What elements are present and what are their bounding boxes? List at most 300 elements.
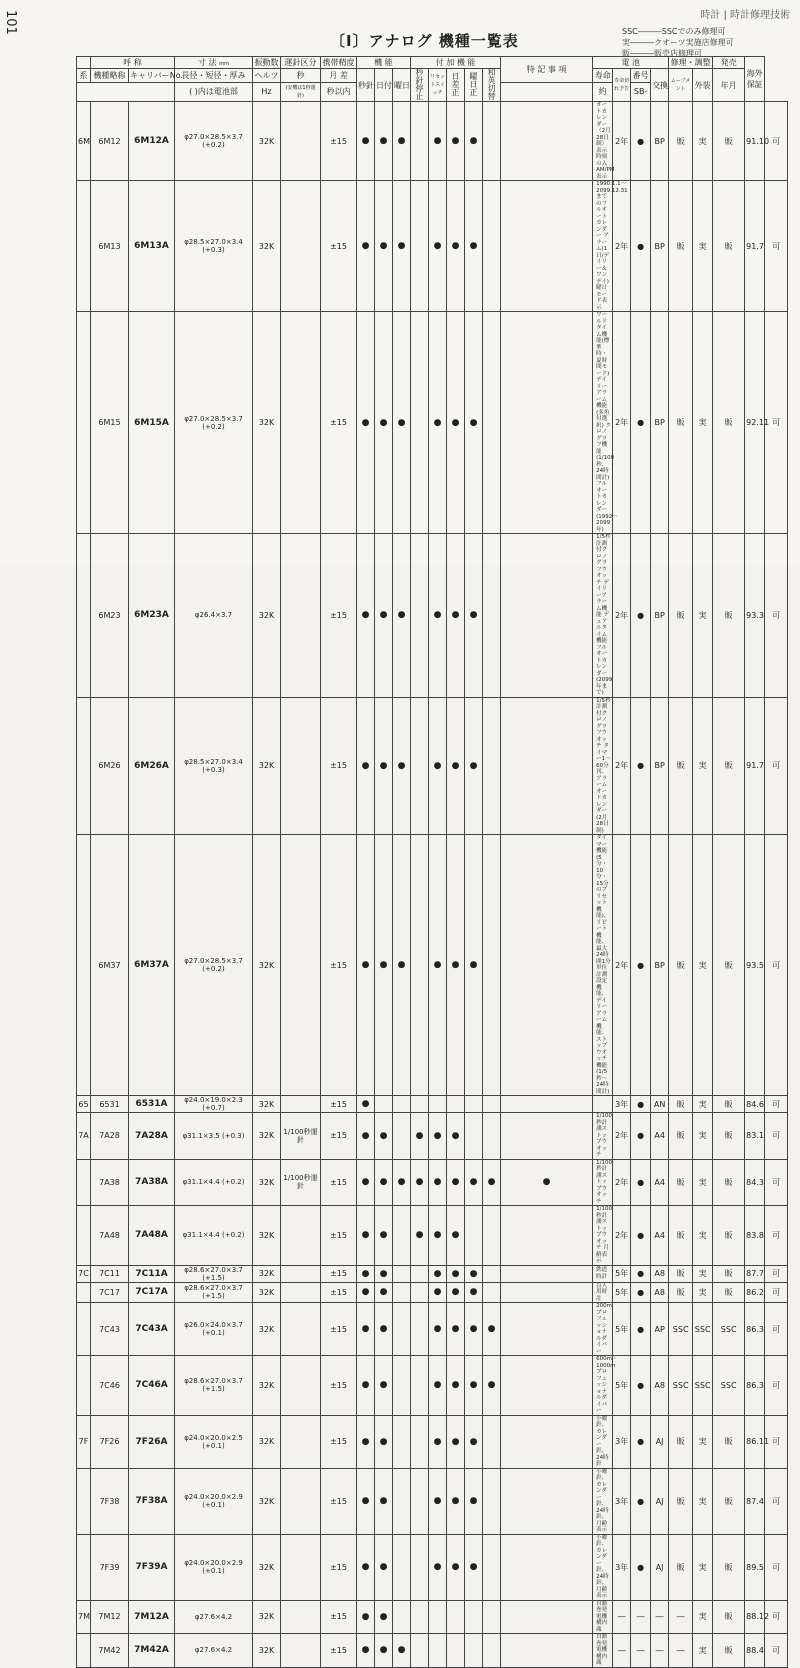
cell-func-dot <box>429 1634 447 1668</box>
cell-caliber: 7C11A <box>129 1265 175 1282</box>
cell-system <box>77 697 91 835</box>
cell-func-dot <box>465 1634 483 1668</box>
cell-battery-exch: ― <box>669 1634 693 1668</box>
cell-func-dot: ● <box>411 1113 429 1160</box>
cell-func-dot: ● <box>465 534 483 698</box>
cell-release: 86.3 <box>745 1356 765 1416</box>
cell-func-dot: ● <box>447 181 465 312</box>
cell-overseas: 可 <box>765 1468 788 1534</box>
cell-func-dot: ● <box>429 312 447 534</box>
cell-battery-exch: 販 <box>669 1282 693 1303</box>
cell-caliber: 6M15A <box>129 312 175 534</box>
cell-battery-warn: ● <box>631 1534 651 1600</box>
cell-size: φ28.5×27.0×3.4 (+0.3) <box>175 181 253 312</box>
cell-func-dot <box>501 181 593 312</box>
cell-func-dot <box>411 1600 429 1634</box>
model-table <box>76 56 788 1668</box>
cell-battery-life: 2年 <box>613 181 631 312</box>
cell-system: 65 <box>77 1096 91 1113</box>
cell-func-dot <box>375 1096 393 1113</box>
running-head: 時計 | 時計修理技術 <box>700 10 790 21</box>
cell-battery-warn: ● <box>631 1159 651 1206</box>
cell-battery-life: 3年 <box>613 1096 631 1113</box>
table-row <box>77 835 788 1096</box>
cell-battery-life: 5年 <box>613 1282 631 1303</box>
cell-battery-life: 3年 <box>613 1534 631 1600</box>
cell-battery-life: 2年 <box>613 697 631 835</box>
cell-func-dot: ● <box>465 312 483 534</box>
cell-func-dot: ● <box>501 1159 593 1206</box>
cell-release: 89.5 <box>745 1534 765 1600</box>
header-overseas: 海外保証 <box>745 57 765 102</box>
cell-func-dot: ● <box>465 1265 483 1282</box>
header-release: 発売 <box>713 57 745 69</box>
cell-func-dot <box>411 1415 429 1468</box>
cell-overseas: 可 <box>765 102 788 181</box>
cell-func-dot <box>465 1113 483 1160</box>
cell-osc: 32K <box>253 102 281 181</box>
cell-battery-warn: ● <box>631 102 651 181</box>
cell-system <box>77 1534 91 1600</box>
cell-func-dot: ● <box>447 1303 465 1356</box>
cell-repair-move: 実 <box>693 1468 713 1534</box>
cell-func-dot <box>393 1265 411 1282</box>
cell-func-dot: ● <box>357 102 375 181</box>
cell-battery-no: ― <box>651 1600 669 1634</box>
cell-move <box>281 1096 321 1113</box>
table-row <box>77 534 788 698</box>
table-row <box>77 1265 788 1282</box>
cell-func-dot <box>429 1600 447 1634</box>
cell-special: 1/100秒計測ストップウオッチ 月齢表示 <box>593 1206 613 1266</box>
cell-model-name: 7M42 <box>91 1634 129 1668</box>
cell-size: φ31.1×3.5 (+0.3) <box>175 1113 253 1160</box>
cell-func-dot: ● <box>375 102 393 181</box>
cell-battery-warn: ● <box>631 1206 651 1266</box>
cell-battery-life: ― <box>613 1634 631 1668</box>
table-body <box>77 102 788 1668</box>
cell-func-dot <box>483 1468 501 1534</box>
header-move-note: (安機は1秒運針) <box>281 82 321 101</box>
cell-accuracy: ±15 <box>321 181 357 312</box>
cell-repair-move: SSC <box>693 1356 713 1416</box>
header-move-sub: 秒 <box>281 69 321 83</box>
cell-osc: 32K <box>253 1206 281 1266</box>
cell-func-dot <box>447 1634 465 1668</box>
cell-func-dot: ● <box>429 1159 447 1206</box>
header-b-exch: 交換 <box>651 69 669 102</box>
cell-func-dot: ● <box>393 1159 411 1206</box>
cell-overseas: 可 <box>765 835 788 1096</box>
table-row <box>77 1634 788 1668</box>
cell-func-dot <box>501 1096 593 1113</box>
cell-overseas: 可 <box>765 1356 788 1416</box>
cell-size: φ24.0×20.0×2.5 (+0.1) <box>175 1415 253 1468</box>
legend-item: 実―――クオーツ実施店修理可 <box>622 38 734 47</box>
cell-move <box>281 534 321 698</box>
cell-battery-no: AJ <box>651 1468 669 1534</box>
header-a-stop: 秒針停止 <box>411 69 429 102</box>
cell-move <box>281 312 321 534</box>
cell-size: φ31.1×4.4 (+0.2) <box>175 1206 253 1266</box>
cell-func-dot: ● <box>429 1265 447 1282</box>
cell-func-dot <box>411 312 429 534</box>
cell-overseas: 可 <box>765 1303 788 1356</box>
cell-caliber: 7F38A <box>129 1468 175 1534</box>
header-system: 系 <box>77 69 91 83</box>
cell-func-dot: ● <box>447 534 465 698</box>
cell-size: φ28.6×27.0×3.7 (+1.5) <box>175 1265 253 1282</box>
cell-accuracy: ±15 <box>321 1265 357 1282</box>
header-accuracy: 携帯精度 <box>322 58 355 67</box>
cell-special: 200m プロフェッショナルダイバー <box>593 1303 613 1356</box>
cell-battery-warn: ● <box>631 1096 651 1113</box>
cell-battery-exch: 販 <box>669 1206 693 1266</box>
cell-repair-move: 実 <box>693 1206 713 1266</box>
cell-func-dot <box>483 1634 501 1668</box>
cell-overseas: 可 <box>765 1282 788 1303</box>
header-b-no: 番号 <box>631 69 651 83</box>
cell-repair-move: 実 <box>693 1415 713 1468</box>
cell-battery-warn: ● <box>631 1468 651 1534</box>
cell-battery-life: ― <box>613 1600 631 1634</box>
cell-func-dot: ● <box>429 1113 447 1160</box>
cell-repair-case: 販 <box>713 1634 745 1668</box>
cell-func-dot: ● <box>357 1356 375 1416</box>
cell-battery-life: 3年 <box>613 1415 631 1468</box>
cell-battery-life: 2年 <box>613 534 631 698</box>
cell-func-dot <box>465 1096 483 1113</box>
cell-func-dot <box>501 1534 593 1600</box>
cell-overseas: 可 <box>765 1600 788 1634</box>
cell-battery-exch: 販 <box>669 102 693 181</box>
cell-func-dot: ● <box>429 534 447 698</box>
cell-func-dot: ● <box>357 312 375 534</box>
cell-repair-move: 実 <box>693 1534 713 1600</box>
cell-osc: 32K <box>253 1113 281 1160</box>
cell-system <box>77 1206 91 1266</box>
cell-func-dot: ● <box>447 1265 465 1282</box>
cell-move <box>281 1265 321 1282</box>
cell-battery-exch: 販 <box>669 312 693 534</box>
cell-battery-life: 2年 <box>613 1159 631 1206</box>
cell-repair-move: 実 <box>693 534 713 698</box>
cell-func-dot: ● <box>375 1468 393 1534</box>
cell-battery-no: ― <box>651 1634 669 1668</box>
header-f-date: 日付 <box>375 69 393 102</box>
cell-battery-no: AP <box>651 1303 669 1356</box>
cell-caliber: 6M12A <box>129 102 175 181</box>
cell-release: 92.11 <box>745 312 765 534</box>
cell-battery-no: BP <box>651 835 669 1096</box>
cell-func-dot: ● <box>447 1113 465 1160</box>
cell-repair-case: 販 <box>713 1265 745 1282</box>
cell-system <box>77 1468 91 1534</box>
cell-move <box>281 1634 321 1668</box>
cell-func-dot: ● <box>375 1265 393 1282</box>
cell-release: 84.3 <box>745 1159 765 1206</box>
cell-model-name: 7C43 <box>91 1303 129 1356</box>
cell-model-name: 7A28 <box>91 1113 129 1160</box>
cell-func-dot <box>483 312 501 534</box>
cell-func-dot <box>483 1600 501 1634</box>
cell-special: 小曜針、カレンダー針、24時針、月齢表示 <box>593 1468 613 1534</box>
cell-repair-move: 実 <box>693 697 713 835</box>
cell-func-dot: ● <box>357 1468 375 1534</box>
cell-accuracy: ±15 <box>321 1096 357 1113</box>
cell-special: ワールドタイム機能(標準時・夏時間モード) デイリーアラーム機能(多角付選択) クロノグラフ機能(1/100秒、24時間計) フルオートカレンダー(1992〜2099年) <box>593 312 613 534</box>
cell-caliber: 7M12A <box>129 1600 175 1634</box>
header-osc: 振動数 <box>254 58 279 67</box>
cell-battery-exch: 販 <box>669 1415 693 1468</box>
header-acc-unit: 秒以内 <box>321 82 357 101</box>
table-row <box>77 1468 788 1534</box>
cell-func-dot: ● <box>447 1159 465 1206</box>
cell-battery-warn: ● <box>631 1356 651 1416</box>
cell-func-dot: ● <box>393 835 411 1096</box>
cell-size: φ27.6×4.2 <box>175 1634 253 1668</box>
cell-func-dot <box>501 312 593 534</box>
cell-release: 87.4 <box>745 1468 765 1534</box>
cell-battery-no: BP <box>651 102 669 181</box>
cell-osc: 32K <box>253 1415 281 1468</box>
cell-battery-exch: 販 <box>669 181 693 312</box>
cell-move <box>281 1303 321 1356</box>
cell-special: 自動巻発電機構内蔵 <box>593 1634 613 1668</box>
cell-func-dot <box>411 1282 429 1303</box>
cell-func-dot: ● <box>411 1206 429 1266</box>
cell-battery-no: A4 <box>651 1113 669 1160</box>
cell-size: φ27.0×28.5×3.7 (+0.2) <box>175 312 253 534</box>
cell-func-dot <box>393 1113 411 1160</box>
cell-size: φ24.0×20.0×2.9 (+0.1) <box>175 1534 253 1600</box>
cell-system <box>77 1634 91 1668</box>
cell-func-dot <box>411 1356 429 1416</box>
cell-func-dot: ● <box>465 1303 483 1356</box>
cell-special: 自動巻発電機構内蔵 <box>593 1600 613 1634</box>
cell-osc: 32K <box>253 312 281 534</box>
table-row <box>77 1113 788 1160</box>
cell-overseas: 可 <box>765 534 788 698</box>
cell-system <box>77 181 91 312</box>
cell-caliber: 7A38A <box>129 1159 175 1206</box>
header-func: 機 能 <box>357 57 411 69</box>
cell-battery-warn: ● <box>631 312 651 534</box>
cell-repair-case: 販 <box>713 1415 745 1468</box>
cell-battery-warn: ― <box>631 1600 651 1634</box>
header-add-func: 付 加 機 能 <box>411 57 501 69</box>
cell-func-dot <box>429 1096 447 1113</box>
cell-func-dot: ● <box>429 1356 447 1416</box>
cell-func-dot: ● <box>357 1096 375 1113</box>
cell-battery-no: A4 <box>651 1206 669 1266</box>
cell-system: 7M <box>77 1600 91 1634</box>
cell-move <box>281 1600 321 1634</box>
cell-overseas: 可 <box>765 1415 788 1468</box>
cell-battery-warn: ● <box>631 534 651 698</box>
cell-repair-case: 販 <box>713 534 745 698</box>
cell-model-name: 6M23 <box>91 534 129 698</box>
header-spacer <box>501 82 593 101</box>
cell-release: 86.3 <box>745 1303 765 1356</box>
cell-func-dot <box>393 1096 411 1113</box>
cell-battery-no: BP <box>651 697 669 835</box>
cell-repair-case: 販 <box>713 1600 745 1634</box>
header-size: 寸 法 mm <box>175 57 253 69</box>
cell-func-dot: ● <box>465 1159 483 1206</box>
cell-special: 小曜針、カレンダー針、24時針 <box>593 1415 613 1468</box>
cell-func-dot: ● <box>375 1415 393 1468</box>
cell-accuracy: ±15 <box>321 1415 357 1468</box>
cell-release: 91.7 <box>745 697 765 835</box>
cell-model-name: 6M12 <box>91 102 129 181</box>
cell-overseas: 可 <box>765 1159 788 1206</box>
cell-battery-life: 3年 <box>613 1468 631 1534</box>
cell-battery-no: BP <box>651 534 669 698</box>
cell-func-dot: ● <box>483 1159 501 1206</box>
cell-func-dot: ● <box>447 1282 465 1303</box>
cell-battery-no: A8 <box>651 1356 669 1416</box>
cell-overseas: 可 <box>765 1113 788 1160</box>
cell-func-dot <box>393 1206 411 1266</box>
cell-battery-exch: 販 <box>669 1468 693 1534</box>
header-a-hr: 曜日正 <box>465 69 483 102</box>
cell-special: 1990.1.1〜2099.12.31までのフルオートカレンダー アラーム(1日/デイリー＆ワンデイ) 曜日モード表示 <box>593 181 613 312</box>
cell-func-dot: ● <box>375 1113 393 1160</box>
cell-repair-move: 実 <box>693 1265 713 1282</box>
cell-repair-case: 販 <box>713 697 745 835</box>
cell-func-dot: ● <box>447 1468 465 1534</box>
cell-osc: 32K <box>253 1159 281 1206</box>
cell-system: 6M <box>77 102 91 181</box>
cell-accuracy: ±15 <box>321 1282 357 1303</box>
cell-size: φ26.0×24.0×3.7 (+0.1) <box>175 1303 253 1356</box>
header-repair: 修理・調整 <box>670 58 711 67</box>
cell-battery-warn: ● <box>631 1113 651 1160</box>
cell-func-dot <box>411 1265 429 1282</box>
cell-battery-life: 2年 <box>613 312 631 534</box>
cell-osc: 32K <box>253 1356 281 1416</box>
cell-special: 1/100秒計測ストップウオッチ <box>593 1159 613 1206</box>
cell-battery-life: 2年 <box>613 1206 631 1266</box>
cell-osc: 32K <box>253 1534 281 1600</box>
cell-func-dot <box>501 102 593 181</box>
header-osc-sub: ヘルツ <box>253 69 281 83</box>
cell-battery-exch: ― <box>669 1600 693 1634</box>
header-move: 運針区分 <box>281 57 321 69</box>
cell-battery-exch: 販 <box>669 1265 693 1282</box>
table-row <box>77 1303 788 1356</box>
cell-func-dot <box>483 102 501 181</box>
cell-battery-exch: 販 <box>669 1113 693 1160</box>
cell-battery-life: 2年 <box>613 835 631 1096</box>
cell-release: 86.11 <box>745 1415 765 1468</box>
table-row <box>77 697 788 835</box>
cell-osc: 32K <box>253 181 281 312</box>
cell-func-dot: ● <box>429 1468 447 1534</box>
cell-func-dot: ● <box>447 1415 465 1468</box>
cell-func-dot: ● <box>429 102 447 181</box>
cell-func-dot <box>501 1303 593 1356</box>
cell-repair-move: 実 <box>693 1600 713 1634</box>
cell-battery-life: 5年 <box>613 1303 631 1356</box>
cell-func-dot: ● <box>357 1600 375 1634</box>
cell-func-dot <box>483 835 501 1096</box>
cell-battery-no: AN <box>651 1096 669 1113</box>
header-b-life: 寿命 <box>593 69 613 83</box>
cell-func-dot <box>465 1600 483 1634</box>
cell-func-dot: ● <box>357 1282 375 1303</box>
cell-func-dot <box>501 697 593 835</box>
cell-battery-exch: SSC <box>669 1356 693 1416</box>
table-row <box>77 1282 788 1303</box>
cell-move: 1/100秒運針 <box>281 1159 321 1206</box>
cell-func-dot <box>411 1468 429 1534</box>
cell-system: 7C <box>77 1265 91 1282</box>
header-a-alarm: 和英切替 <box>483 69 501 102</box>
cell-func-dot <box>447 1096 465 1113</box>
cell-func-dot <box>483 1206 501 1266</box>
cell-repair-move: 実 <box>693 102 713 181</box>
cell-accuracy: ±15 <box>321 1534 357 1600</box>
cell-osc: 32K <box>253 1468 281 1534</box>
cell-func-dot: ● <box>429 835 447 1096</box>
cell-func-dot: ● <box>357 534 375 698</box>
cell-move <box>281 697 321 835</box>
cell-func-dot <box>501 1265 593 1282</box>
cell-accuracy: ±15 <box>321 1303 357 1356</box>
header-model-name: 機種略称 <box>91 69 129 83</box>
cell-func-dot: ● <box>357 1303 375 1356</box>
cell-move <box>281 1356 321 1416</box>
cell-func-dot <box>501 1600 593 1634</box>
cell-repair-case: 販 <box>713 1534 745 1600</box>
cell-battery-exch: 販 <box>669 534 693 698</box>
cell-func-dot: ● <box>429 1303 447 1356</box>
header-a-adjust: 日差正 <box>447 69 465 102</box>
header-special: 特 記 事 項 <box>501 57 593 83</box>
cell-func-dot: ● <box>375 697 393 835</box>
cell-battery-no: BP <box>651 181 669 312</box>
cell-repair-move: 実 <box>693 1113 713 1160</box>
cell-battery-no: AJ <box>651 1534 669 1600</box>
cell-release: 88.12 <box>745 1600 765 1634</box>
cell-move <box>281 181 321 312</box>
cell-release: 91.7 <box>745 181 765 312</box>
cell-func-dot <box>393 1415 411 1468</box>
cell-battery-no: A8 <box>651 1265 669 1282</box>
cell-size: φ24.0×19.0×2.3 (+0.7) <box>175 1096 253 1113</box>
cell-func-dot: ● <box>429 181 447 312</box>
cell-func-dot <box>393 1282 411 1303</box>
cell-battery-no: A4 <box>651 1159 669 1206</box>
cell-battery-warn: ● <box>631 697 651 835</box>
cell-battery-no: A8 <box>651 1282 669 1303</box>
cell-func-dot: ● <box>375 1303 393 1356</box>
cell-model-name: 6M26 <box>91 697 129 835</box>
cell-func-dot <box>501 1468 593 1534</box>
cell-system <box>77 1303 91 1356</box>
cell-func-dot: ● <box>429 1415 447 1468</box>
cell-size: φ27.0×28.5×3.7 (+0.2) <box>175 102 253 181</box>
cell-func-dot: ● <box>375 181 393 312</box>
cell-size: φ28.5×27.0×3.4 (+0.3) <box>175 697 253 835</box>
table-row <box>77 181 788 312</box>
cell-overseas: 可 <box>765 1534 788 1600</box>
cell-func-dot: ● <box>465 835 483 1096</box>
cell-overseas: 可 <box>765 181 788 312</box>
cell-func-dot <box>483 1534 501 1600</box>
